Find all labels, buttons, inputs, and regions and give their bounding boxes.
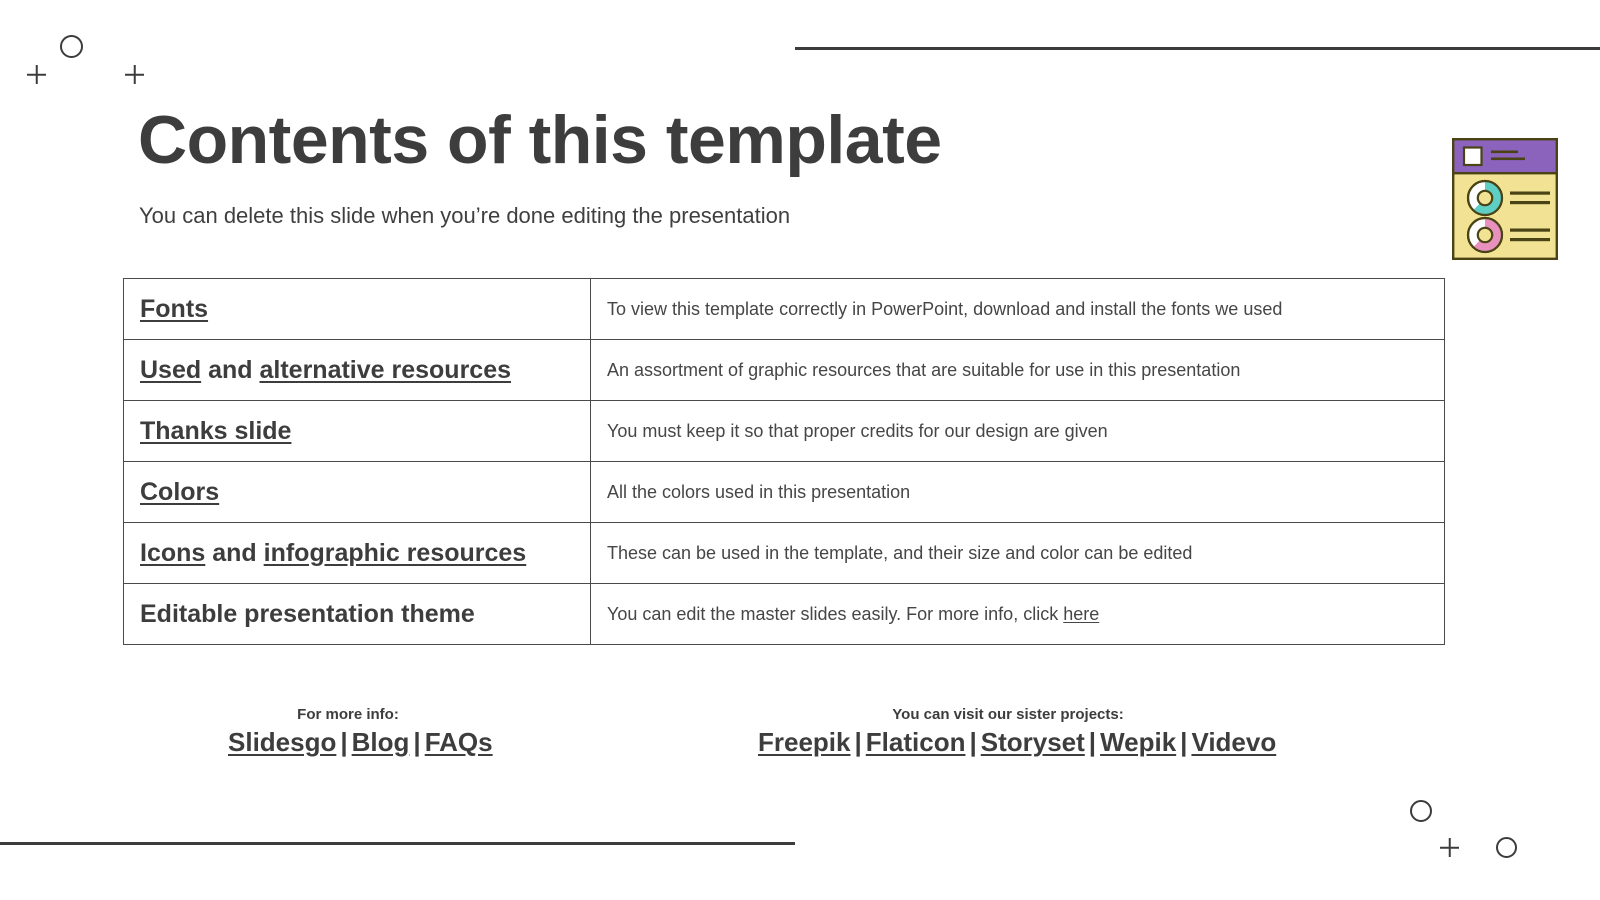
section-link[interactable]: Used <box>140 355 202 384</box>
section-link[interactable]: Icons <box>140 538 206 567</box>
description-text: You must keep it so that proper credits for our design are given <box>607 420 1108 441</box>
description-text: These can be used in the template, and their size and color can be edited <box>607 542 1193 563</box>
table-row <box>124 340 1445 401</box>
plus-mark-icon <box>125 65 144 84</box>
plus-mark-icon <box>1440 838 1459 857</box>
footer-link-flaticon[interactable]: Flaticon <box>865 727 966 757</box>
table-cell-section-name[interactable] <box>124 401 591 462</box>
description-text: You can edit the master slides easily. For more info, click <box>607 603 1064 624</box>
link-separator: | <box>340 727 348 757</box>
link-separator: | <box>1088 727 1097 757</box>
table-cell-description <box>591 523 1445 584</box>
section-text: Editable presentation theme <box>140 599 475 628</box>
section-link[interactable]: infographic resources <box>263 538 527 567</box>
section-link[interactable]: alternative resources <box>259 355 512 384</box>
page-subtitle: You can delete this slide when you’re done editing the presentation <box>139 203 791 228</box>
description-text: An assortment of graphic resources that are suitable for use in this presentation <box>607 359 1241 380</box>
footer-link-storyset[interactable]: Storyset <box>980 727 1085 757</box>
horizontal-rule-bottom <box>0 842 795 845</box>
link-separator: | <box>413 727 421 757</box>
footer-more-info-links <box>228 727 493 758</box>
circle-outline-icon <box>60 35 83 58</box>
table-row <box>124 279 1445 340</box>
footer-link-slidesgo[interactable]: Slidesgo <box>228 727 337 757</box>
footer-sister-projects-links <box>758 727 1277 758</box>
plus-mark-icon <box>27 65 46 84</box>
table-row <box>124 401 1445 462</box>
footer-more-info-caption: For more info: <box>297 706 399 723</box>
link-separator: | <box>969 727 977 757</box>
footer-link-blog[interactable]: Blog <box>351 727 410 757</box>
table-cell-description <box>591 340 1445 401</box>
table-cell-description <box>591 401 1445 462</box>
horizontal-rule-top <box>795 47 1600 50</box>
footer-sister-projects-caption: You can visit our sister projects: <box>892 706 1124 723</box>
page-title: Contents of this template <box>138 102 942 178</box>
table-row <box>124 462 1445 523</box>
table-cell-section-name[interactable] <box>124 523 591 584</box>
footer-link-freepik[interactable]: Freepik <box>758 727 851 757</box>
description-text: To view this template correctly in PowerPoint, download and install the fonts we used <box>607 298 1283 319</box>
table-cell-section-name[interactable] <box>124 279 591 340</box>
circle-outline-icon <box>1410 800 1432 822</box>
table-row <box>124 523 1445 584</box>
footer-more-info <box>228 706 493 758</box>
footer-link-faqs[interactable]: FAQs <box>424 727 493 757</box>
table-row <box>124 584 1445 645</box>
link-separator: | <box>1180 727 1188 757</box>
section-link[interactable]: Colors <box>140 477 220 506</box>
table-cell-description <box>591 462 1445 523</box>
footer-link-videvo[interactable]: Videvo <box>1191 727 1277 757</box>
footer-sister-projects <box>758 706 1277 758</box>
inline-link-here[interactable]: here <box>1063 603 1100 624</box>
circle-outline-icon <box>1496 837 1517 858</box>
table-cell-description <box>591 279 1445 340</box>
table-cell-section-name[interactable] <box>124 462 591 523</box>
table-cell-section-name[interactable] <box>124 340 591 401</box>
link-separator: | <box>854 727 862 757</box>
section-link[interactable]: Fonts <box>140 294 209 323</box>
footer-link-wepik[interactable]: Wepik <box>1100 727 1177 757</box>
description-text: All the colors used in this presentation <box>607 481 911 502</box>
dashboard-report-icon <box>1452 138 1558 260</box>
section-link[interactable]: Thanks slide <box>140 416 292 445</box>
table-cell-section-name[interactable] <box>124 584 591 645</box>
contents-table <box>123 278 1445 645</box>
contents-table-body <box>124 279 1445 645</box>
section-text: and <box>201 355 260 384</box>
table-cell-description <box>591 584 1445 645</box>
section-text: and <box>205 538 264 567</box>
